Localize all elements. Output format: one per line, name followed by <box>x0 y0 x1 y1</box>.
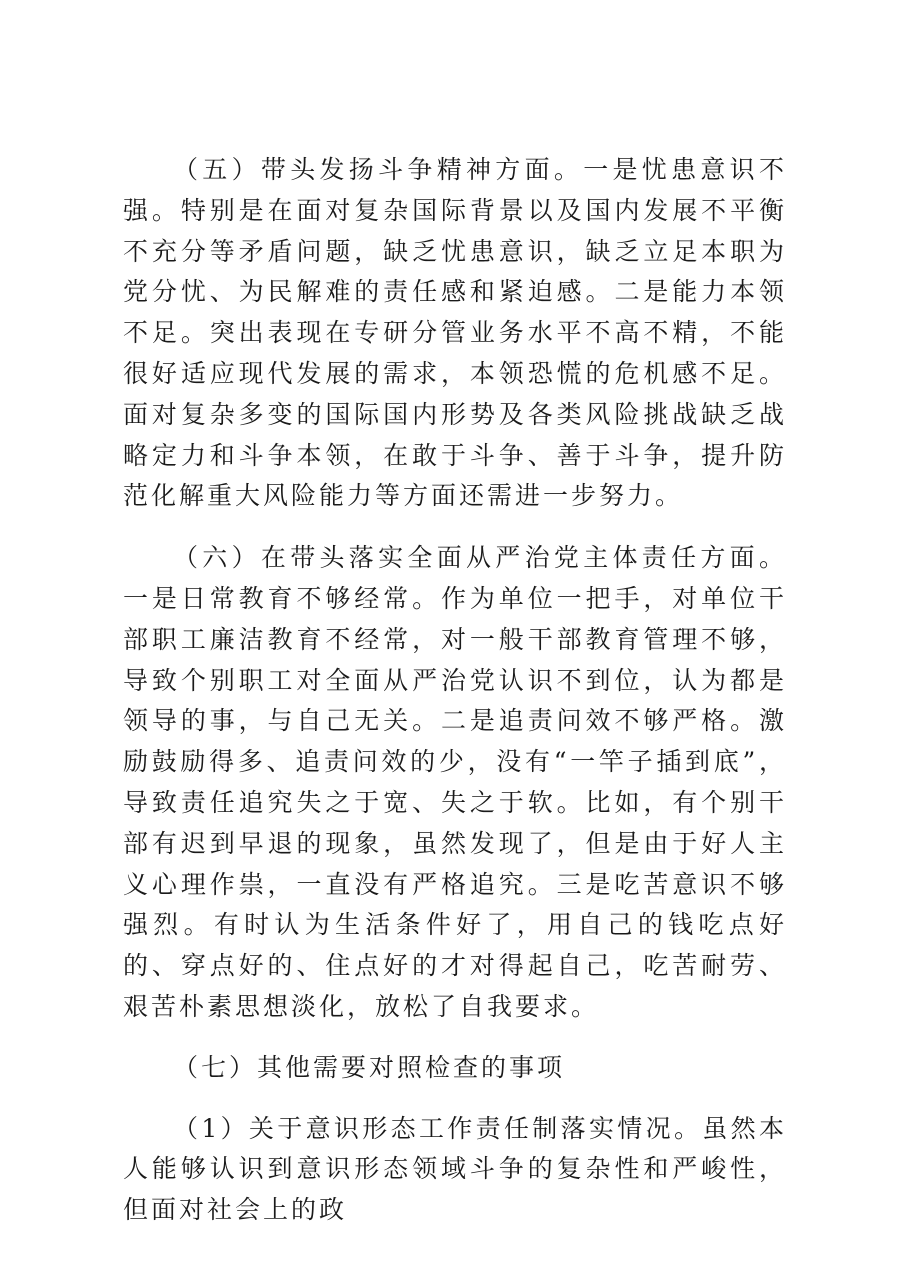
paragraph-section-six: （六）在带头落实全面从严治党主体责任方面。一是日常教育不够经常。作为单位一把手，对单位干部职工廉洁教育不经常，对一般干部教育管理不够，导致个别职工对全面从严治党认识不到位，认为都是领导的事，与自己无关。二是追责问效不够严格。激励鼓励得多、追责问效的少，没有“一竿子插到底”，导致责任追究失之于宽、失之于软。比如，有个别干部有迟到早退的现象，虽然发现了，但是由于好人主义心理作祟，一直没有严格追究。三是吃苦意识不够强烈。有时认为生活条件好了，用自己的钱吃点好的、穿点好的、住点好的才对得起自己，吃苦耐劳、艰苦朴素思想淡化，放松了自我要求。 <box>123 543 787 1021</box>
document-body <box>123 150 787 1231</box>
paragraph-item-one: （1）关于意识形态工作责任制落实情况。虽然本人能够认识到意识形态领域斗争的复杂性和严峻性，但面对社会上的政 <box>123 1113 787 1225</box>
paragraph-section-five: （五）带头发扬斗争精神方面。一是忧患意识不强。特别是在面对复杂国际背景以及国内发展不平衡不充分等矛盾问题，缺乏忧患意识，缺乏立足本职为党分忧、为民解难的责任感和紧迫感。二是能力本领不足。突出表现在专研分管业务水平不高不精，不能很好适应现代发展的需求，本领恐慌的危机感不足。面对复杂多变的国际国内形势及各类风险挑战缺乏战略定力和斗争本领，在敢于斗争、善于斗争，提升防范化解重大风险能力等方面还需进一步努力。 <box>123 155 787 511</box>
paragraph-section-seven-heading: （七）其他需要对照检查的事项 <box>173 1052 566 1082</box>
